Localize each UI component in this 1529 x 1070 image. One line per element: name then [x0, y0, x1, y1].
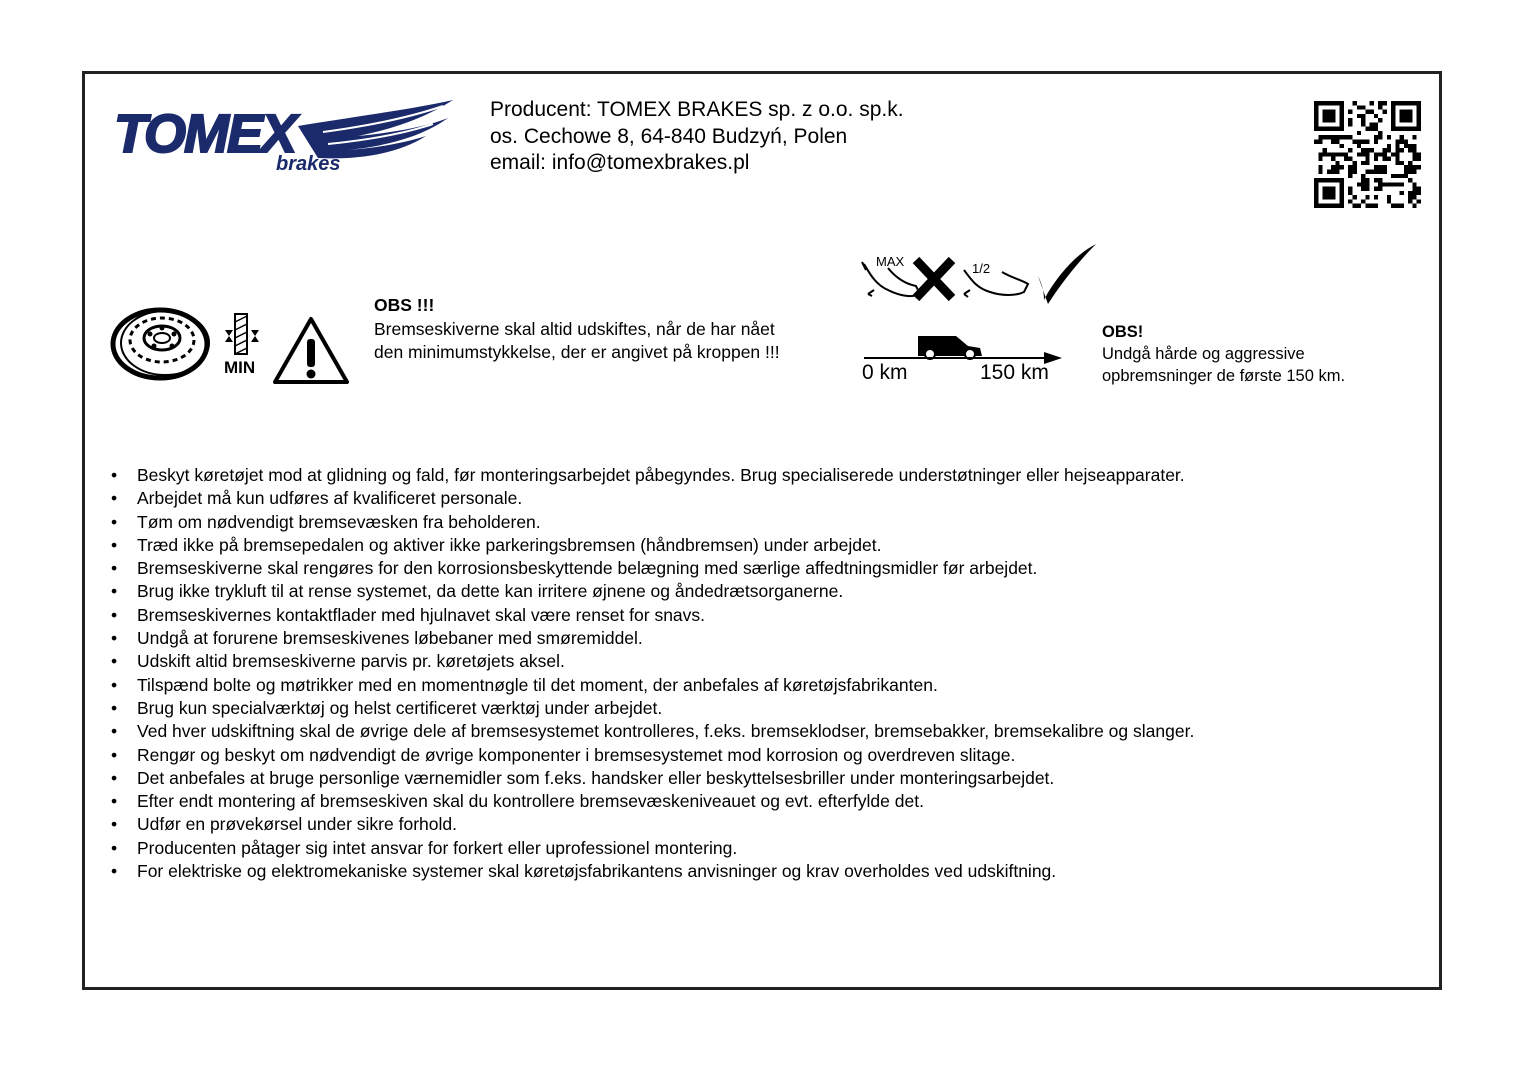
break-in-title: OBS! [1102, 323, 1144, 341]
producer-address: os. Cechowe 8, 64-840 Budzyń, Polen [490, 124, 848, 148]
tomex-logo [108, 96, 458, 176]
logo-sub-text: brakes [276, 153, 341, 175]
instruction-item: • Udfør en prøvekørsel under sikre forhold. [108, 813, 1428, 836]
instruction-item: • Undgå at forurene bremseskivenes løbebaner med smøremiddel. [108, 627, 1428, 650]
warning-triangle-icon [272, 315, 350, 385]
instruction-item: • Ved hver udskiftning skal de øvrige dele af bremsesystemet kontrolleres, f.eks. bremseklodser, bremsebakker, bremsekalibre og slanger. [108, 720, 1428, 743]
instruction-item: • Brug ikke trykluft til at rense systemet, da dette kan irritere øjnene og åndedrætsorganerne. [108, 580, 1428, 603]
instruction-item: • For elektriske og elektromekaniske systemer skal køretøjsfabrikantens anvisninger og krav overholdes ved udskiftning. [108, 860, 1428, 883]
producer-name: Producent: TOMEX BRAKES sp. z o.o. sp.k. [490, 98, 904, 121]
instruction-item: • Udskift altid bremseskiverne parvis pr. køretøjets aksel. [108, 650, 1428, 673]
instruction-item: • Tilspænd bolte og møtrikker med en momentnøgle til det moment, der anbefales af køretøjsfabrikanten. [108, 674, 1428, 697]
instruction-item: • Tøm om nødvendigt bremsevæsken fra beholderen. [108, 511, 1428, 534]
break-in-text: Undgå hårde og aggressive opbremsninger de første 150 km. [1102, 345, 1346, 385]
instructions-list [108, 464, 1428, 883]
instruction-item: • Træd ikke på bremsepedalen og aktiver ikke parkeringsbremsen (håndbremsen) under arbejdet. [108, 534, 1428, 557]
instruction-item: • Beskyt køretøjet mod at glidning og fald, før monteringsarbejdet påbegyndes. Brug specialiserede understøtninger eller hejseapparater. [108, 464, 1428, 487]
producer-email: email: info@tomexbrakes.pl [490, 151, 750, 174]
pedal-half-label: 1/2 [972, 261, 991, 276]
min-thickness-warning [374, 294, 794, 365]
instruction-item: • Arbejdet må kun udføres af kvalificeret personale. [108, 487, 1428, 510]
instruction-item: • Producenten påtager sig intet ansvar for forkert eller uprofessionel montering. [108, 837, 1428, 860]
warning-title: OBS !!! [374, 295, 435, 315]
brake-disc-icon [110, 306, 210, 382]
distance-start-label: 0 km [862, 361, 908, 384]
instruction-item: • Bremseskivernes kontaktflader med hjulnavet skal være renset for snavs. [108, 604, 1428, 627]
warning-text: Bremseskiverne skal altid udskiftes, når de har nået den minimumstykkelse, der er angivet på kroppen !!! [374, 318, 780, 362]
logo-main-text: TOMEX [114, 104, 296, 164]
qr-code-icon [1314, 101, 1421, 208]
instruction-item: • Brug kun specialværktøj og helst certificeret værktøj under arbejdet. [108, 697, 1428, 720]
instruction-item: • Efter endt montering af bremseskiven skal du kontrollere bremsevæskeniveauet og evt. efterfylde det. [108, 790, 1428, 813]
instruction-item: • Bremseskiverne skal rengøres for den korrosionsbeskyttende belægning med særlige affedtningsmidler før arbejdet. [108, 557, 1428, 580]
instruction-item: • Rengør og beskyt om nødvendigt de øvrige komponenter i bremsesystemet mod korrosion og overdreven slitage. [108, 744, 1428, 767]
min-thickness-icon [222, 312, 262, 378]
break-in-warning [1102, 321, 1402, 387]
pedal-max-label: MAX [876, 254, 905, 269]
instruction-item: • Det anbefales at bruge personlige værnemidler som f.eks. handsker eller beskyttelsesbriller under monteringsarbejdet. [108, 767, 1428, 790]
producer-info [490, 97, 904, 177]
min-label: MIN [224, 358, 256, 377]
brake-pedal-icon [858, 240, 1103, 306]
car-icon [862, 330, 1067, 364]
distance-end-label: 150 km [980, 361, 1049, 384]
